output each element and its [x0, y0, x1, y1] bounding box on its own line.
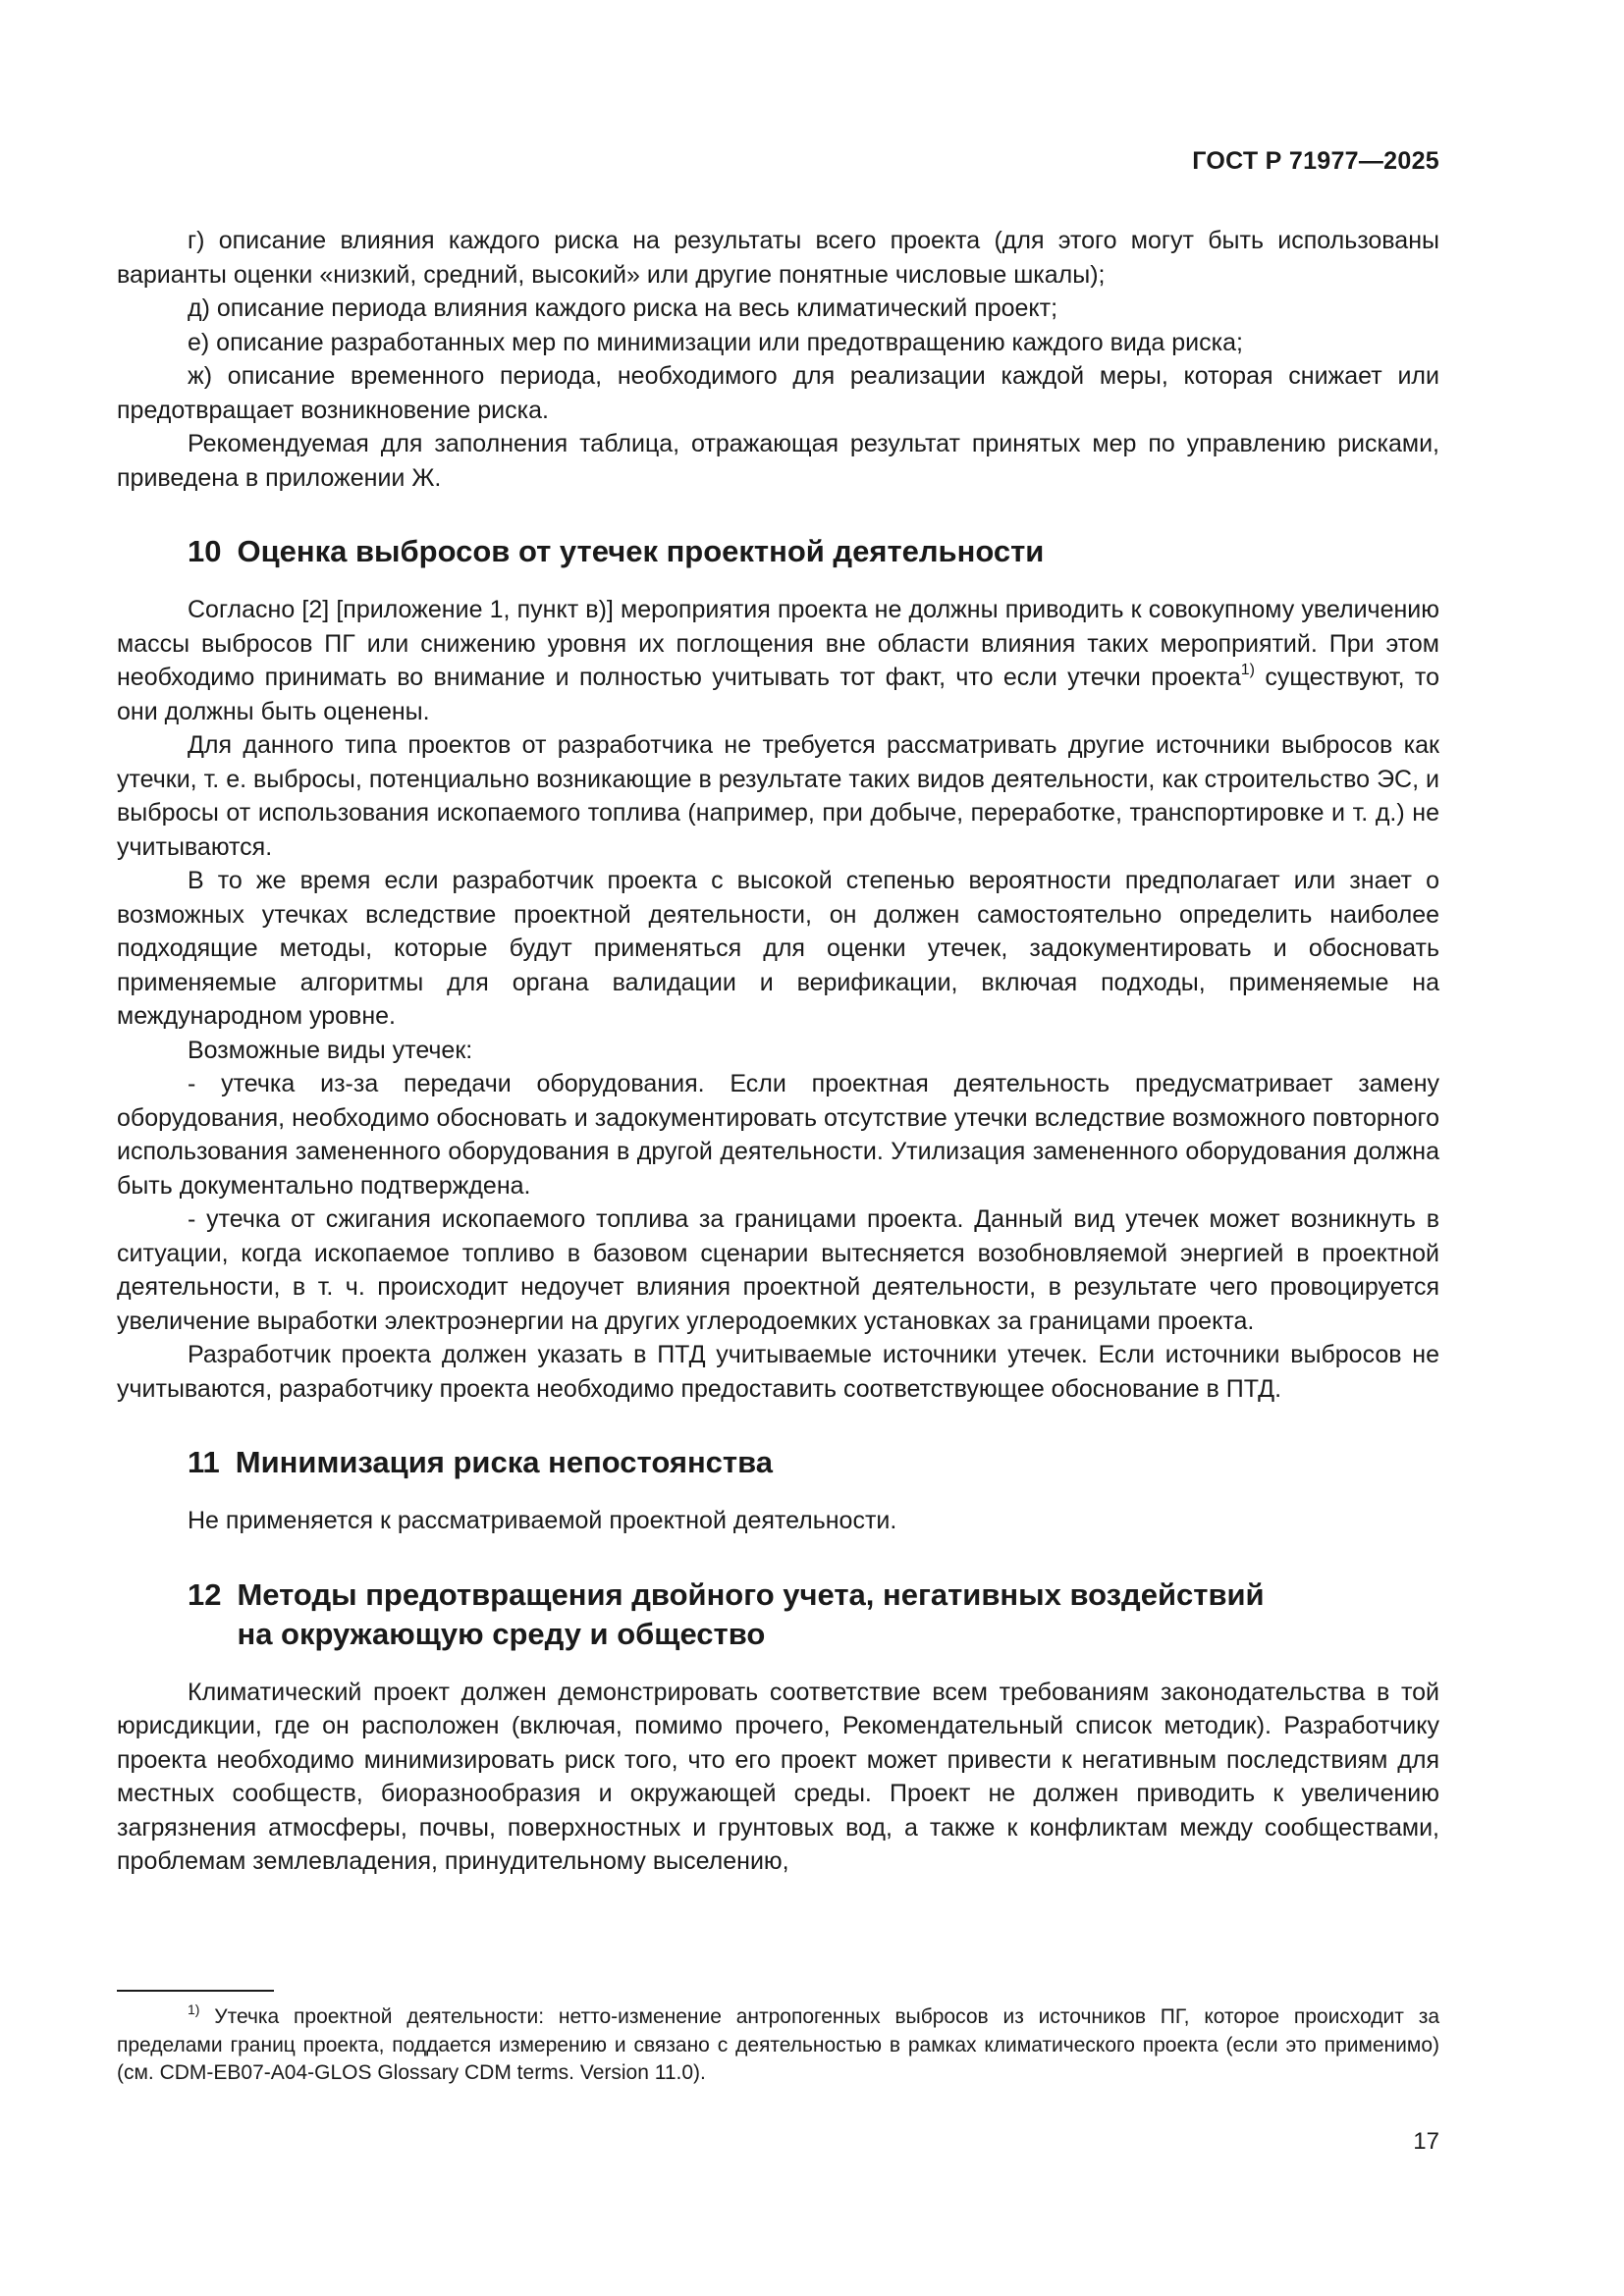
section-12-title-line1: Методы предотвращения двойного учета, негативных воздействий: [237, 1576, 1265, 1612]
footnote-ref: 1): [1240, 662, 1255, 678]
standard-designation: ГОСТ Р 71977—2025: [1192, 147, 1439, 175]
section-10-paragraph: Разработчик проекта должен указать в ПТД учитываемые источники утечек. Если источники выбросов не учитываются, разработчику проекта необходимо предоставить соответствующее обоснование в ПТД.: [117, 1341, 1439, 1403]
section-11-title: Минимизация риска непостоянства: [235, 1445, 773, 1479]
section-10-paragraph: Согласно [2] [приложение 1, пункт в)] мероприятия проекта не должны приводить к совокупному увеличению массы выбросов ПГ или снижению уровня их поглощения вне области влияния таких мероприятий. При этом необходимо принимать во внимание и полностью учитывать тот факт, что если утечки проекта$^{1)}$ существуют, то они должны быть оценены.: [117, 596, 1439, 725]
section-12-title-line2: на окружающую среду и общество: [237, 1616, 766, 1651]
leak-type-fuel: - утечка от сжигания ископаемого топлива за границами проекта. Данный вид утечек может возникнуть в ситуации, когда ископаемое топливо в базовом сценарии вытесняется возобновляемой энергией в проектной деятельности, в т. ч. происходит недоучет влияния проектной деятельности, в результате чего провоцируется увеличение выработки электроэнергии на других углеродоемких установках за границами проекта.: [117, 1205, 1439, 1335]
section-11-heading: [117, 1443, 1439, 1482]
page-body: [117, 224, 1439, 1879]
section-11-text: Не применяется к рассматриваемой проектной деятельности.: [188, 1507, 897, 1534]
section-10-paragraph: В то же время если разработчик проекта с высокой степенью вероятности предполагает или знает о возможных утечках вследствие проектной деятельности, он должен самостоятельно определить наиболее подходящие методы, которые будут применяться для оценки утечек, задокументировать и обосновать применяемые алгоритмы для органа валидации и верификации, включая подходы, применяемые на международном уровне.: [117, 867, 1439, 1030]
appendix-reference-paragraph: Рекомендуемая для заполнения таблица, отражающая результат принятых мер по управлению рисками, приведена в приложении Ж.: [117, 430, 1439, 492]
footnote: [117, 2003, 1439, 2088]
leak-type-equipment: - утечка из-за передачи оборудования. Если проектная деятельность предусматривает замену оборудования, необходимо обосновать и задокументировать отсутствие утечки вследствие возможного повторного использования замененного оборудования в другой деятельности. Утилизация замененного оборудования должна быть документально подтверждена.: [117, 1070, 1439, 1200]
section-11-number: 11: [188, 1445, 220, 1479]
list-item-zh: ж) описание временного периода, необходимого для реализации каждой меры, которая снижает или предотвращает возникновение риска.: [117, 362, 1439, 424]
footnote-separator: [117, 1990, 274, 1992]
section-10-paragraph: Для данного типа проектов от разработчика не требуется рассматривать другие источники выбросов как утечки, т. е. выбросы, потенциально возникающие в результате таких видов деятельности, как строительство ЭС, и выбросы от использования ископаемого топлива (например, при добыче, переработке, транспортировке и т. д.) не учитываются.: [117, 731, 1439, 861]
page-number: 17: [1413, 2128, 1439, 2155]
list-item-d: д) описание периода влияния каждого риска на весь климатический проект;: [188, 294, 1058, 322]
section-12-text: Климатический проект должен демонстрировать соответствие всем требованиям законодательства в той юрисдикции, где он расположен (включая, помимо прочего, Рекомендательный список методик). Разработчику проекта необходимо минимизировать риск того, что его проект может привести к негативным последствиям для местных сообществ, биоразнообразия и окружающей среды. Проект не должен приводить к увеличению загрязнения атмосферы, почвы, поверхностных и грунтовых вод, а также к конфликтам между сообществами, проблемам землевладения, принудительному выселению,: [117, 1678, 1439, 1875]
leak-types-intro: Возможные виды утечек:: [188, 1036, 473, 1064]
section-12-number: 12: [188, 1576, 222, 1612]
footnote-marker: 1): [188, 2002, 200, 2017]
section-10-number: 10: [188, 534, 222, 568]
section-10-heading: [117, 532, 1439, 571]
section-10-title: Оценка выбросов от утечек проектной деятельности: [237, 534, 1045, 568]
list-item-e: е) описание разработанных мер по минимизации или предотвращению каждого вида риска;: [188, 328, 1243, 356]
section-12-heading: [117, 1575, 1439, 1654]
list-item-g: г) описание влияния каждого риска на результаты всего проекта (для этого могут быть использованы варианты оценки «низкий, средний, высокий» или другие понятные числовые шкалы);: [117, 227, 1439, 289]
footnote-text: Утечка проектной деятельности: нетто-изменение антропогенных выбросов из источников ПГ, которое происходит за пределами границ проекта, поддается измерению и связано с деятельностью в рамках климатического проекта (если это применимо) (см. CDM-EB07-A04-GLOS Glossary CDM terms. Version 11.0).: [117, 2005, 1439, 2084]
